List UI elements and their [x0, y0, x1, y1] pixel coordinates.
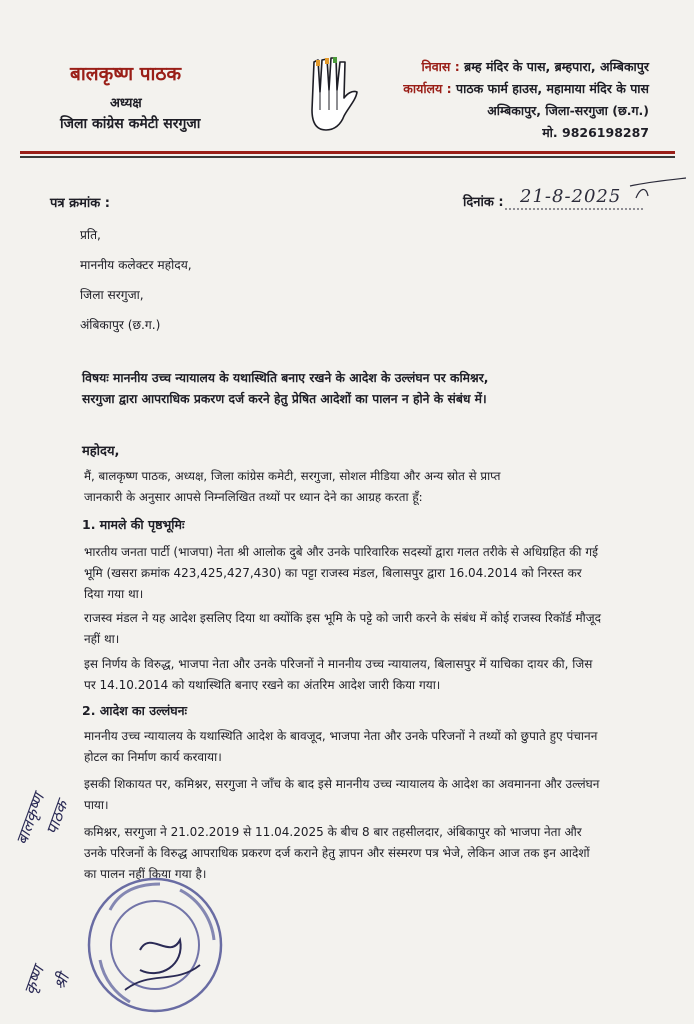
section-2-paragraph-2: इसकी शिकायत पर, कमिश्नर, सरगुजा ने जाँच के बाद इसे माननीय उच्च न्यायालय के आदेश का अवमानना और उल्लंघन पाया।: [84, 777, 600, 812]
sender-name: बालकृष्ण पाठक: [70, 63, 182, 85]
intro-line-1: मैं, बालकृष्ण पाठक, अध्यक्ष, जिला कांग्रेस कमेटी, सरगुजा, सोशल मीडिया और अन्य स्रोत से प्राप्त: [84, 469, 501, 483]
recipient-line-3: अंबिकापुर (छ.ग.): [80, 318, 161, 332]
date-underline: [505, 205, 650, 215]
mobile-number: मो. 9826198287: [542, 125, 649, 140]
congress-hand-icon: [302, 50, 372, 140]
salutation: महोदय,: [82, 444, 120, 459]
reference-number-label: पत्र क्रमांक :: [50, 196, 110, 211]
date-label: दिनांक :: [463, 195, 504, 210]
signature-text-4: श्री: [49, 971, 74, 993]
sender-title: अध्यक्ष: [110, 96, 142, 111]
signature-text-2: पाठक: [41, 797, 72, 838]
subject-line-2: सरगुजा द्वारा आपराधिक प्रकरण दर्ज करने हेतु प्रेषित आदेशों का पालन न होने के संबंध में।: [82, 392, 487, 406]
section-2-paragraph-3: कमिश्नर, सरगुजा ने 21.02.2019 से 11.04.2025 के बीच 8 बार तहसीलदार, अंबिकापुर को भाजपा नेता और उनके परिजनों के विरुद्ध आपराधिक प्रकरण दर्ज कराने हेतु ज्ञापन और संस्मरण पत्र भेजे, लेकिन आज तक इन आदेशों का पालन नहीं किया गया है।: [84, 825, 590, 881]
header-divider-bottom: [20, 156, 675, 158]
to-label: प्रति,: [80, 228, 101, 242]
signature-text-1: बालकृष्ण: [11, 790, 48, 848]
sender-organization: जिला कांग्रेस कमेटी सरगुजा: [60, 116, 201, 132]
date-pen-stroke: [628, 176, 688, 206]
header-divider-top: [20, 151, 675, 154]
section-1-paragraph-2: राजस्व मंडल ने यह आदेश इसलिए दिया था क्योंकि इस भूमि के पट्टे को जारी करने के संबंध में कोई राजस्व रिकॉर्ड मौजूद नहीं था।: [84, 611, 602, 646]
section-2-heading: 2. आदेश का उल्लंघनः: [82, 703, 188, 718]
signature-text-3: कृष्ण: [19, 963, 48, 998]
section-1-heading: 1. मामले की पृष्ठभूमिः: [82, 517, 185, 532]
subject-line-1: विषयः माननीय उच्च न्यायालय के यथास्थिति बनाए रखने के आदेश के उल्लंघन पर कमिश्नर,: [82, 371, 489, 385]
office-address: कार्यालय : पाठक फार्म हाउस, महामाया मंदिर के पास: [403, 81, 649, 96]
section-2-paragraph-1: माननीय उच्च न्यायालय के यथास्थिति आदेश के बावजूद, भाजपा नेता और उनके परिजनों ने तथ्यों को छुपाते हुए पंचानन होटल का निर्माण कार्य करवाया।: [84, 729, 598, 764]
circular-stamp-icon: [80, 870, 230, 1020]
recipient-line-1: माननीय कलेक्टर महोदय,: [80, 258, 192, 272]
recipient-line-2: जिला सरगुजा,: [80, 288, 144, 302]
date-value: 21-8-2025: [520, 186, 622, 207]
section-1-paragraph-1: भारतीय जनता पार्टी (भाजपा) नेता श्री आलोक दुबे और उनके पारिवारिक सदस्यों द्वारा गलत तरीके से अधिग्रहित की गई भूमि (खसरा क्रमांक 423,425,427,430) का पट्टा राजस्व मंडल, बिलासपुर द्वारा 16.04.2014 को निरस्त कर दिया गया था।: [84, 545, 598, 601]
intro-line-2: जानकारी के अनुसार आपसे निम्नलिखित तथ्यों पर ध्यान देने का आग्रह करता हूँ:: [84, 490, 423, 504]
residence-address: निवास : ब्रम्ह मंदिर के पास, ब्रम्हपारा, अम्बिकापुर: [421, 59, 649, 74]
office-city: अम्बिकापुर, जिला-सरगुजा (छ.ग.): [487, 103, 649, 118]
section-1-paragraph-3: इस निर्णय के विरुद्ध, भाजपा नेता और उनके परिजनों ने माननीय उच्च न्यायालय, बिलासपुर में याचिका दायर की, जिस पर 14.10.2014 को यथास्थिति बनाए रखने का अंतरिम आदेश जारी किया गया।: [84, 657, 593, 692]
